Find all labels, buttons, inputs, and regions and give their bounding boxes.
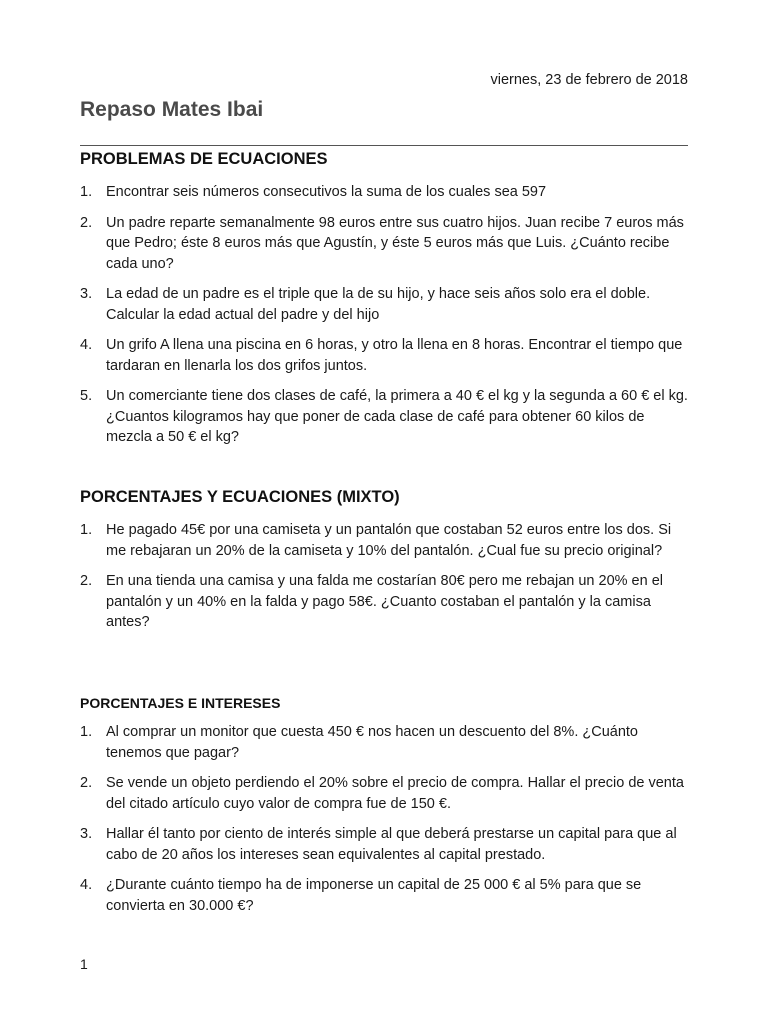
problem-text: La edad de un padre es el triple que la de su hijo, y hace seis años solo era el doble. Calcular la edad actual del padre y del hijo <box>106 286 651 323</box>
problem-item <box>80 824 690 865</box>
problem-number: 5. <box>80 388 93 404</box>
problem-text: He pagado 45€ por una camiseta y un pantalón que costaban 52 euros entre los dos. Si me rebajaran un 20% de la camiseta y 10% del pantalón. ¿Cual fue su precio original? <box>106 522 672 559</box>
problem-list-mixto <box>80 520 690 643</box>
section-title-porcentajes-e-intereses: PORCENTAJES E INTERESES <box>80 695 281 711</box>
problem-text: ¿Durante cuánto tiempo ha de imponerse un capital de 25 000 € al 5% para que se convierta en 30.000 €? <box>106 877 642 914</box>
problem-item <box>80 386 690 448</box>
problem-number: 3. <box>80 826 93 842</box>
problem-number: 3. <box>80 286 93 302</box>
problem-text: Un comerciante tiene dos clases de café, la primera a 40 € el kg y la segunda a 60 € el kg. ¿Cuantos kilogramos hay que poner de cada clase de café para obtener 60 kilos de mezcla a 50 € el kg? <box>106 388 688 445</box>
problem-item <box>80 335 690 376</box>
problem-number: 1. <box>80 724 93 740</box>
problem-item <box>80 213 690 275</box>
page-number: 1 <box>80 956 88 972</box>
problem-text: Se vende un objeto perdiendo el 20% sobre el precio de compra. Hallar el precio de venta del citado artículo cuyo valor de compra fue de 150 €. <box>106 775 684 812</box>
problem-text: En una tienda una camisa y una falda me costarían 80€ pero me rebajan un 20% en el pantalón y un 40% en la falda y pago 58€. ¿Cuanto costaban el pantalón y la camisa antes? <box>106 573 664 630</box>
section-title-porcentajes-y-ecuaciones: PORCENTAJES Y ECUACIONES (MIXTO) <box>80 488 400 506</box>
problem-list-intereses <box>80 722 690 926</box>
problem-item <box>80 875 690 916</box>
problem-item <box>80 571 690 633</box>
problem-text: Un grifo A llena una piscina en 6 horas, y otro la llena en 8 horas. Encontrar el tiempo que tardaran en llenarla los dos grifos juntos. <box>106 337 683 374</box>
problem-number: 4. <box>80 337 93 353</box>
problem-text: Al comprar un monitor que cuesta 450 € nos hacen un descuento del 8%. ¿Cuánto tenemos que pagar? <box>106 724 638 761</box>
document-title: Repaso Mates Ibai <box>80 98 264 121</box>
problem-item <box>80 520 690 561</box>
problem-number: 2. <box>80 573 93 589</box>
problem-number: 1. <box>80 522 93 538</box>
problem-item <box>80 182 690 203</box>
problem-number: 1. <box>80 184 93 200</box>
document-date: viernes, 23 de febrero de 2018 <box>490 72 688 88</box>
problem-item <box>80 773 690 814</box>
problem-number: 2. <box>80 775 93 791</box>
section-title-problemas-de-ecuaciones: PROBLEMAS DE ECUACIONES <box>80 150 328 168</box>
problem-item <box>80 722 690 763</box>
problem-text: Un padre reparte semanalmente 98 euros entre sus cuatro hijos. Juan recibe 7 euros más que Pedro; éste 8 euros más que Agustín, y éste 5 euros más que Luis. ¿Cuánto recibe cada uno? <box>106 214 684 272</box>
problem-list-ecuaciones <box>80 182 690 458</box>
problem-text: Hallar él tanto por ciento de interés simple al que deberá prestarse un capital para que al cabo de 20 años los intereses sean equivalentes al capital prestado. <box>106 826 677 863</box>
title-divider <box>80 145 688 146</box>
problem-number: 2. <box>80 214 93 231</box>
problem-text: Encontrar seis números consecutivos la suma de los cuales sea 597 <box>106 184 547 200</box>
problem-number: 4. <box>80 877 93 893</box>
problem-item <box>80 284 690 325</box>
